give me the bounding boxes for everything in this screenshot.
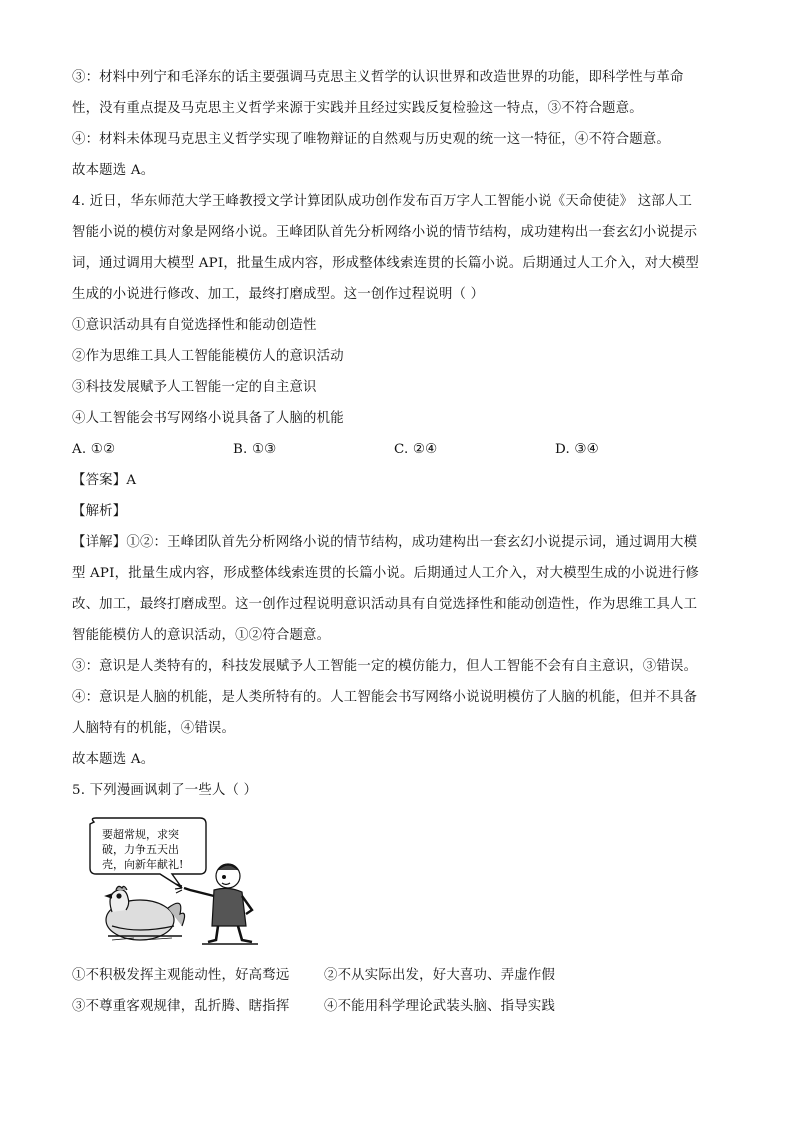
q4-statement: ④人工智能会书写网络小说具备了人脑的机能 (72, 411, 344, 426)
q4-detail-line: ③：意识是人类特有的，科技发展赋予人工智能一定的模仿能力，但人工智能不会有自主意识，③错误。 (72, 659, 698, 674)
q4-conclusion: 故本题选 A。 (72, 752, 155, 767)
q3-conclusion: 故本题选 A。 (72, 163, 155, 178)
q4-detail-line: 型 API，批量生成内容，形成整体线索连贯的长篇小说。后期通过人工介入，对大模型生成的小说进行修 (72, 566, 700, 581)
q5-statement: ②不从实际出发，好大喜功、弄虚作假 (324, 968, 556, 983)
man-figure (175, 864, 258, 944)
q4-detail-line: 【详解】①②：王峰团队首先分析网络小说的情节结构，成功建构出一套玄幻小说提示词，通过调用大模 (72, 535, 698, 550)
q4-detail-line: 人脑特有的机能，④错误。 (72, 721, 236, 736)
speech-line-1: 要超常规，求突 (102, 828, 179, 841)
q4-answer: 【答案】A (72, 473, 137, 488)
q5-statement: ④不能用科学理论武装头脑、指导实践 (324, 999, 556, 1014)
q3-analysis-line: ③：材料中列宁和毛泽东的话主要强调马克思主义哲学的认识世界和改造世界的功能，即科学性与革命 (72, 70, 684, 85)
q4-stem-line: 生成的小说进行修改、加工，最终打磨成型。这一创作过程说明（ ） (72, 287, 485, 302)
hen-figure (106, 886, 185, 940)
q3-analysis-line: 性，没有重点提及马克思主义哲学来源于实践并且经过实践反复检验这一特点，③不符合题意。 (72, 101, 643, 116)
q4-statement: ③科技发展赋予人工智能一定的自主意识 (72, 380, 317, 395)
q4-statement: ①意识活动具有自觉选择性和能动创造性 (72, 318, 317, 333)
q4-detail-line: ④：意识是人脑的机能，是人类所特有的。人工智能会书写网络小说说明模仿了人脑的机能，但并不具备 (72, 690, 698, 705)
q4-option-b: B. ①③ (233, 442, 277, 457)
q5-statements-row (72, 991, 722, 1022)
q3-analysis-line: ④：材料未体现马克思主义哲学实现了唯物辩证的自然观与历史观的统一这一特征，④不符合题意。 (72, 132, 670, 147)
cartoon-drawing (72, 814, 272, 954)
cartoon-illustration (72, 814, 272, 954)
q4-stem-line: 智能小说的模仿对象是网络小说。王峰团队首先分析网络小说的情节结构，成功建构出一套玄幻小说提示 (72, 225, 698, 240)
q5-stem: 5. 下列漫画讽刺了一些人（ ） (72, 783, 258, 798)
q4-stem-line: 4. 近日，华东师范大学王峰教授文学计算团队成功创作发布百万字人工智能小说《天命使徒》 这部人工 (72, 194, 693, 209)
speech-line-2: 破，力争五天出 (102, 843, 179, 856)
q4-statement: ②作为思维工具人工智能能模仿人的意识活动 (72, 349, 344, 364)
q4-option-a: A. ①② (72, 442, 116, 457)
q4-analysis-label: 【解析】 (72, 504, 127, 519)
q4-detail-line: 智能能模仿人的意识活动，①②符合题意。 (72, 628, 331, 643)
q4-options (72, 434, 722, 465)
q4-detail-line: 改、加工，最终打磨成型。这一创作过程说明意识活动具有自觉选择性和能动创造性，作为思维工具人工 (72, 597, 698, 612)
q5-statements-row (72, 960, 722, 991)
q4-stem-line: 词，通过调用大模型 API，批量生成内容，形成整体线索连贯的长篇小说。后期通过人工介入，对大模型 (72, 256, 700, 271)
q4-option-c: C. ②④ (394, 442, 438, 457)
document-page (72, 62, 722, 1022)
q4-option-d: D. ③④ (555, 442, 599, 457)
q5-statement: ①不积极发挥主观能动性，好高骛远 (72, 968, 290, 983)
speech-line-3: 壳，向新年献礼! (102, 858, 184, 871)
q5-statement: ③不尊重客观规律，乱折腾、瞎指挥 (72, 999, 290, 1014)
